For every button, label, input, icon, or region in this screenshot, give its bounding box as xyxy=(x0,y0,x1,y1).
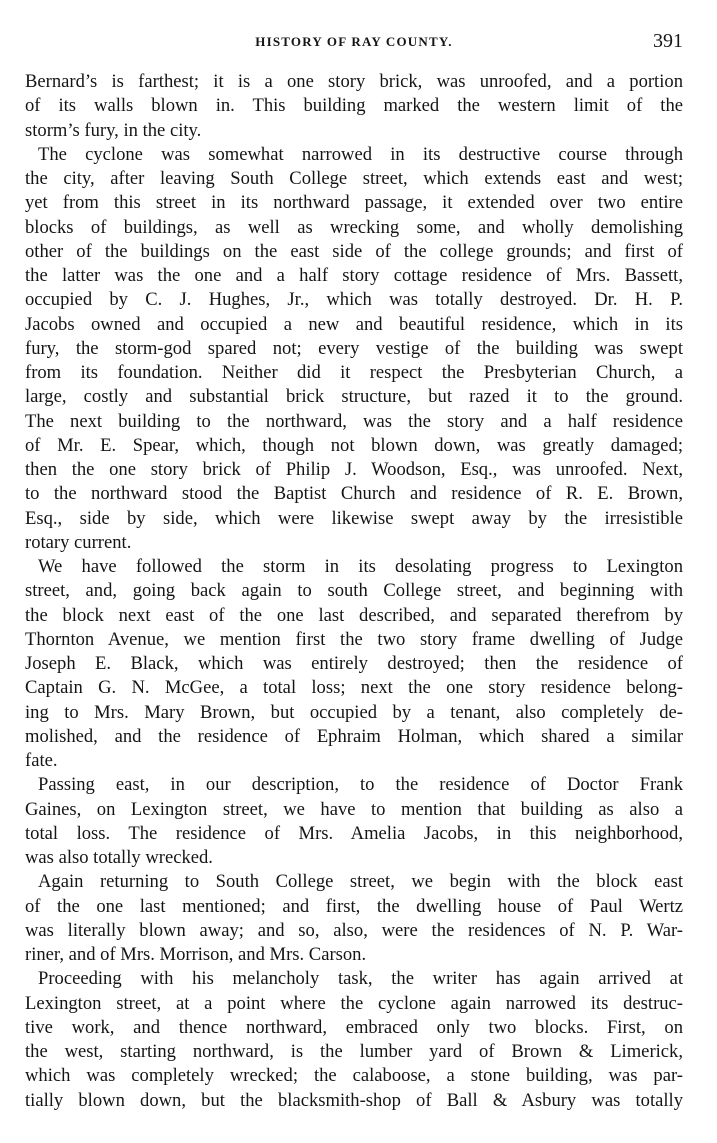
page-number: 391 xyxy=(653,30,683,52)
text-line: large, costly and substantial brick structure, but razed it to the ground. xyxy=(25,386,683,408)
text-line: the west, starting northward, is the lumber yard of Brown & Limerick, xyxy=(25,1041,683,1062)
text-line: street, and, going back again to south College street, and beginning with xyxy=(25,580,683,602)
text-line: Lexington street, at a point where the cyclone again narrowed its destruc- xyxy=(25,992,683,1014)
paragraph xyxy=(25,967,683,1113)
text-line: Proceeding with his melancholy task, the writer has again arrived at xyxy=(38,968,683,990)
text-line: fury, the storm-god spared not; every vestige of the building was swept xyxy=(25,337,683,359)
text-line: fate. xyxy=(25,750,58,771)
text-line: storm’s fury, in the city. xyxy=(25,119,202,141)
text-line: tially blown down, but the blacksmith-shop of Ball & Asbury was totally xyxy=(25,1089,683,1111)
text-line: total loss. The residence of Mrs. Amelia Jacobs, in this neighborhood, xyxy=(25,822,683,844)
body-text xyxy=(25,70,683,1113)
text-line: occupied by C. J. Hughes, Jr., which was totally destroyed. Dr. H. P. xyxy=(25,289,683,311)
text-line: The cyclone was somewhat narrowed in its destructive course through xyxy=(38,143,683,165)
text-line: which was completely wrecked; the calaboose, a stone building, was par- xyxy=(25,1065,683,1087)
text-line: tive work, and thence northward, embraced only two blocks. First, on xyxy=(25,1016,683,1038)
text-line: Esq., side by side, which were likewise swept away by the irresistible xyxy=(25,507,683,529)
text-line: Again returning to South College street, we begin with the block east xyxy=(38,871,683,893)
text-line: Captain G. N. McGee, a total loss; next the one story residence belong- xyxy=(25,677,683,699)
text-line: rotary current. xyxy=(25,531,132,553)
text-line: ing to Mrs. Mary Brown, but occupied by a tenant, also completely de- xyxy=(25,701,683,723)
paragraph xyxy=(25,70,683,143)
text-line: yet from this street in its northward passage, it extended over two entire xyxy=(25,192,683,214)
text-line: from its foundation. Neither did it respect the Presbyterian Church, a xyxy=(25,362,683,383)
text-line: Jacobs owned and occupied a new and beautiful residence, which in its xyxy=(25,313,683,335)
text-line: the latter was the one and a half story cottage residence of Mrs. Bassett, xyxy=(25,265,683,286)
text-line: Passing east, in our description, to the residence of Doctor Frank xyxy=(38,774,683,796)
text-line: blocks of buildings, as well as wrecking some, and wholly demolishing xyxy=(25,216,683,238)
text-line: the city, after leaving South College street, which extends east and west; xyxy=(25,168,683,189)
text-line: of its walls blown in. This building marked the western limit of the xyxy=(25,95,683,117)
text-line: to the northward stood the Baptist Church and residence of R. E. Brown, xyxy=(25,483,683,505)
text-line: riner, and of Mrs. Morrison, and Mrs. Carson. xyxy=(25,944,367,965)
text-line: Gaines, on Lexington street, we have to mention that building as also a xyxy=(25,798,683,820)
paragraph xyxy=(25,870,683,967)
text-line: of Mr. E. Spear, which, though not blown down, was greatly damaged; xyxy=(25,434,683,456)
text-line: Joseph E. Black, which was entirely destroyed; then the residence of xyxy=(25,653,683,674)
running-title: HISTORY OF RAY COUNTY. xyxy=(255,34,453,49)
text-line: was literally blown away; and so, also, were the residences of N. P. War- xyxy=(25,919,683,941)
paragraph xyxy=(25,143,683,555)
text-line: The next building to the northward, was the story and a half residence xyxy=(25,410,683,432)
text-line: We have followed the storm in its desolating progress to Lexington xyxy=(38,556,683,577)
text-line: Bernard’s is farthest; it is a one story brick, was unroofed, and a portion xyxy=(25,71,683,92)
text-line: was also totally wrecked. xyxy=(25,847,213,868)
text-line: the block next east of the one last described, and separated therefrom by xyxy=(25,604,683,626)
text-line: Thornton Avenue, we mention first the two story frame dwelling of Judge xyxy=(25,628,683,650)
text-line: then the one story brick of Philip J. Woodson, Esq., was unroofed. Next, xyxy=(25,459,683,480)
page-header xyxy=(25,30,683,54)
text-line: other of the buildings on the east side of the college grounds; and first of xyxy=(25,240,683,262)
paragraph xyxy=(25,773,683,870)
text-line: molished, and the residence of Ephraim Holman, which shared a similar xyxy=(25,725,683,747)
text-line: of the one last mentioned; and first, the dwelling house of Paul Wertz xyxy=(25,895,683,917)
paragraph xyxy=(25,555,683,773)
